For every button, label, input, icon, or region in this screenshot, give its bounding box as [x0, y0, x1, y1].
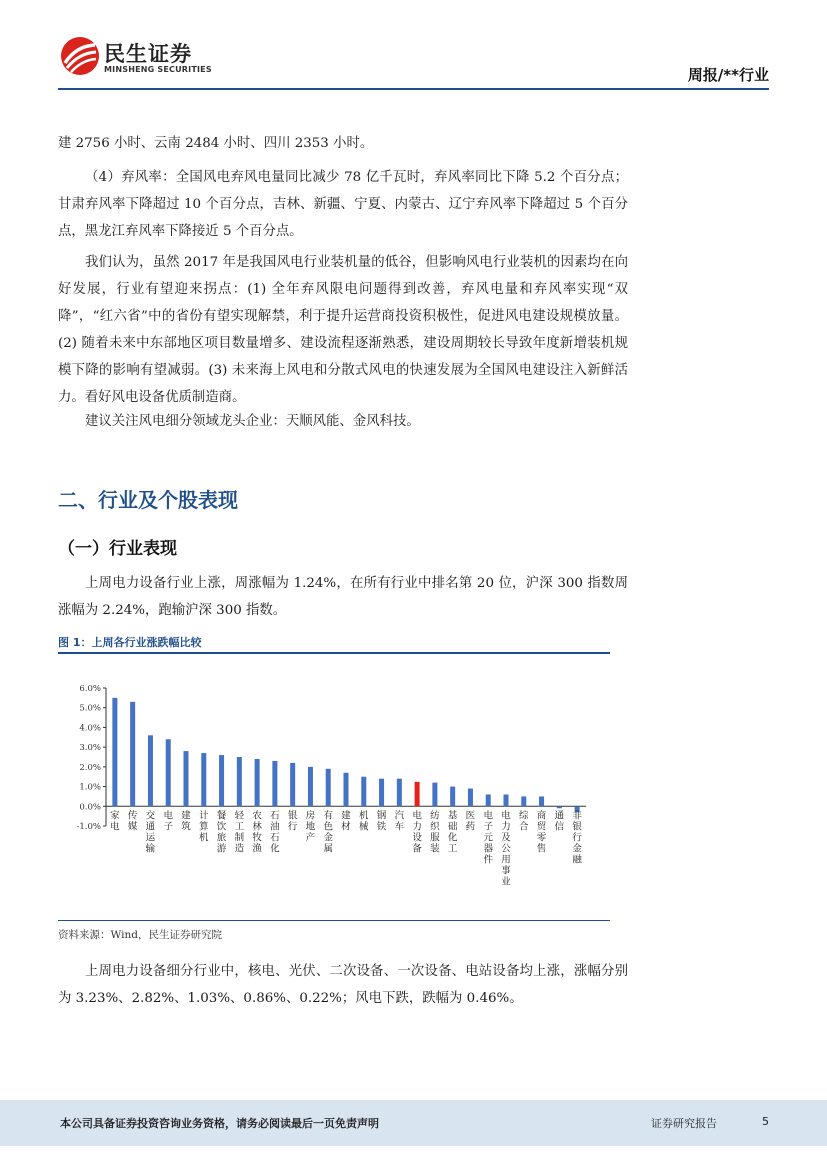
bar — [521, 796, 526, 806]
x-tick-label: 农林牧渔 — [252, 810, 262, 855]
bar — [468, 789, 473, 807]
logo-mark-icon — [60, 36, 100, 76]
bar — [344, 773, 349, 807]
x-tick-label: 钢铁 — [376, 810, 387, 833]
industry-returns-bar-chart — [58, 670, 618, 915]
source-divider — [58, 920, 610, 921]
x-tick-label: 机械 — [359, 810, 369, 833]
bar — [201, 753, 206, 806]
x-tick-label: 电子元器件 — [483, 810, 493, 866]
bar — [326, 769, 331, 806]
bar — [290, 763, 295, 806]
footer-doc-type: 证券研究报告 — [651, 1117, 717, 1130]
y-tick-label: -1.0% — [76, 822, 101, 832]
bar — [539, 796, 544, 806]
x-tick-label: 电子 — [163, 810, 173, 833]
x-tick-label: 综合 — [519, 810, 529, 833]
footer-disclaimer: 本公司具备证券投资咨询业务资格，请务必阅读最后一页免责声明 — [60, 1117, 379, 1130]
bar — [112, 698, 117, 806]
paragraph-5: 上周电力设备行业上涨，周涨幅为 1.24%，在所有行业中排名第 20 位，沪深 300 指数周涨幅为 2.24%，跑输沪深 300 指数。 — [58, 576, 628, 618]
x-tick-label: 餐饮旅游 — [216, 810, 227, 855]
x-tick-label: 建筑 — [181, 810, 191, 833]
x-tick-label: 房地产 — [305, 810, 316, 844]
figure-title-divider — [58, 652, 610, 654]
x-tick-label: 有色金属 — [323, 810, 333, 855]
bar — [272, 761, 277, 806]
bar — [308, 767, 313, 806]
x-tick-label: 基础化工 — [447, 810, 458, 855]
bar — [237, 757, 242, 806]
bar — [557, 806, 562, 808]
page-number: 5 — [762, 1115, 769, 1128]
bar — [361, 777, 366, 807]
y-tick-label: 6.0% — [79, 684, 101, 694]
y-tick-label: 4.0% — [79, 723, 101, 734]
x-tick-label: 通信 — [554, 810, 565, 833]
bar — [255, 759, 260, 806]
bar — [504, 794, 509, 806]
paragraph-3: 我们认为，虽然 2017 年是我国风电行业装机量的低谷，但影响风电行业装机的因素均在向好发展，行业有望迎来拐点：(1) 全年弃风限电问题得到改善，弃风电量和弃风率实现“双降”，“红六省”中的省份有望实现解禁，利于提升运营商投资积极性，促进风电建设规模放量。(2) 随着未来中东部地区项目数量增多、建设流程逐渐熟悉，建设周期较长导致年度新增装机规模下降的影响有望减弱。(3) 未来海上风电和分散式风电的快速发展为全国风电建设注入新鲜活力。看好风电设备优质制造商。 — [58, 255, 628, 405]
paragraph-2: （4）弃风率：全国风电弃风电量同比减少 78 亿千瓦时，弃风率同比下降 5.2 个百分点；甘肃弃风率下降超过 10 个百分点，吉林、新疆、宁夏、内蒙古、辽宁弃风率下降超过 5 个百分点，黑龙江弃风率下降接近 5 个百分点。 — [58, 170, 628, 239]
bar — [397, 779, 402, 807]
bar — [130, 702, 135, 806]
logo-text-en: MINSHENG SECURITIES — [104, 65, 212, 74]
figure-title: 图 1：上周各行业涨跌幅比较 — [58, 636, 202, 649]
x-tick-label: 电力及公用事业 — [501, 810, 511, 888]
x-tick-label: 传媒 — [127, 810, 138, 833]
report-type: 周报/**行业 — [687, 66, 769, 84]
paragraph-1: 建 2756 小时、云南 2484 小时、四川 2353 小时。 — [58, 136, 374, 151]
bar — [432, 783, 437, 807]
page-footer — [0, 1100, 827, 1146]
x-tick-label: 医药 — [465, 810, 476, 833]
x-tick-label: 电力设备 — [412, 810, 422, 855]
subsection-title: （一）行业表现 — [58, 539, 177, 559]
y-tick-label: 1.0% — [79, 782, 101, 793]
x-tick-label: 非银行金融 — [572, 810, 582, 866]
x-tick-label: 汽车 — [394, 810, 405, 833]
section-title: 二、行业及个股表现 — [58, 488, 238, 512]
x-tick-label: 建材 — [341, 810, 351, 833]
x-tick-label: 银行 — [287, 810, 298, 833]
bar — [415, 782, 420, 806]
x-tick-label: 交通运输 — [145, 810, 156, 855]
bar — [166, 739, 171, 806]
figure-source: 资料来源：Wind，民生证券研究院 — [58, 929, 222, 941]
paragraph-4: 建议关注风电细分领域龙头企业：天顺风能、金风科技。 — [85, 414, 420, 429]
bar — [219, 755, 224, 806]
y-tick-label: 0.0% — [79, 802, 101, 813]
x-tick-label: 纺织服装 — [430, 810, 440, 855]
bar — [148, 735, 153, 806]
y-tick-label: 2.0% — [79, 762, 101, 773]
page-header — [0, 0, 827, 92]
bar — [379, 779, 384, 807]
header-divider — [58, 88, 769, 90]
bar — [486, 794, 491, 806]
bar — [450, 787, 455, 807]
paragraph-6: 上周电力设备细分行业中，核电、光伏、二次设备、一次设备、电站设备均上涨，涨幅分别为 3.23%、2.82%、1.03%、0.86%、0.22%；风电下跌，跌幅为 0.46%。 — [58, 964, 628, 1006]
x-tick-label: 石油石化 — [270, 810, 280, 855]
x-tick-label: 商贸零售 — [536, 810, 547, 855]
bar — [184, 751, 189, 806]
y-tick-label: 5.0% — [79, 703, 101, 714]
x-tick-label: 家电 — [110, 810, 120, 833]
y-tick-label: 3.0% — [79, 743, 101, 754]
company-logo — [60, 36, 240, 82]
x-tick-label: 计算机 — [199, 810, 209, 844]
x-tick-label: 轻工制造 — [234, 810, 245, 855]
logo-text-cn: 民生证券 — [104, 42, 192, 66]
